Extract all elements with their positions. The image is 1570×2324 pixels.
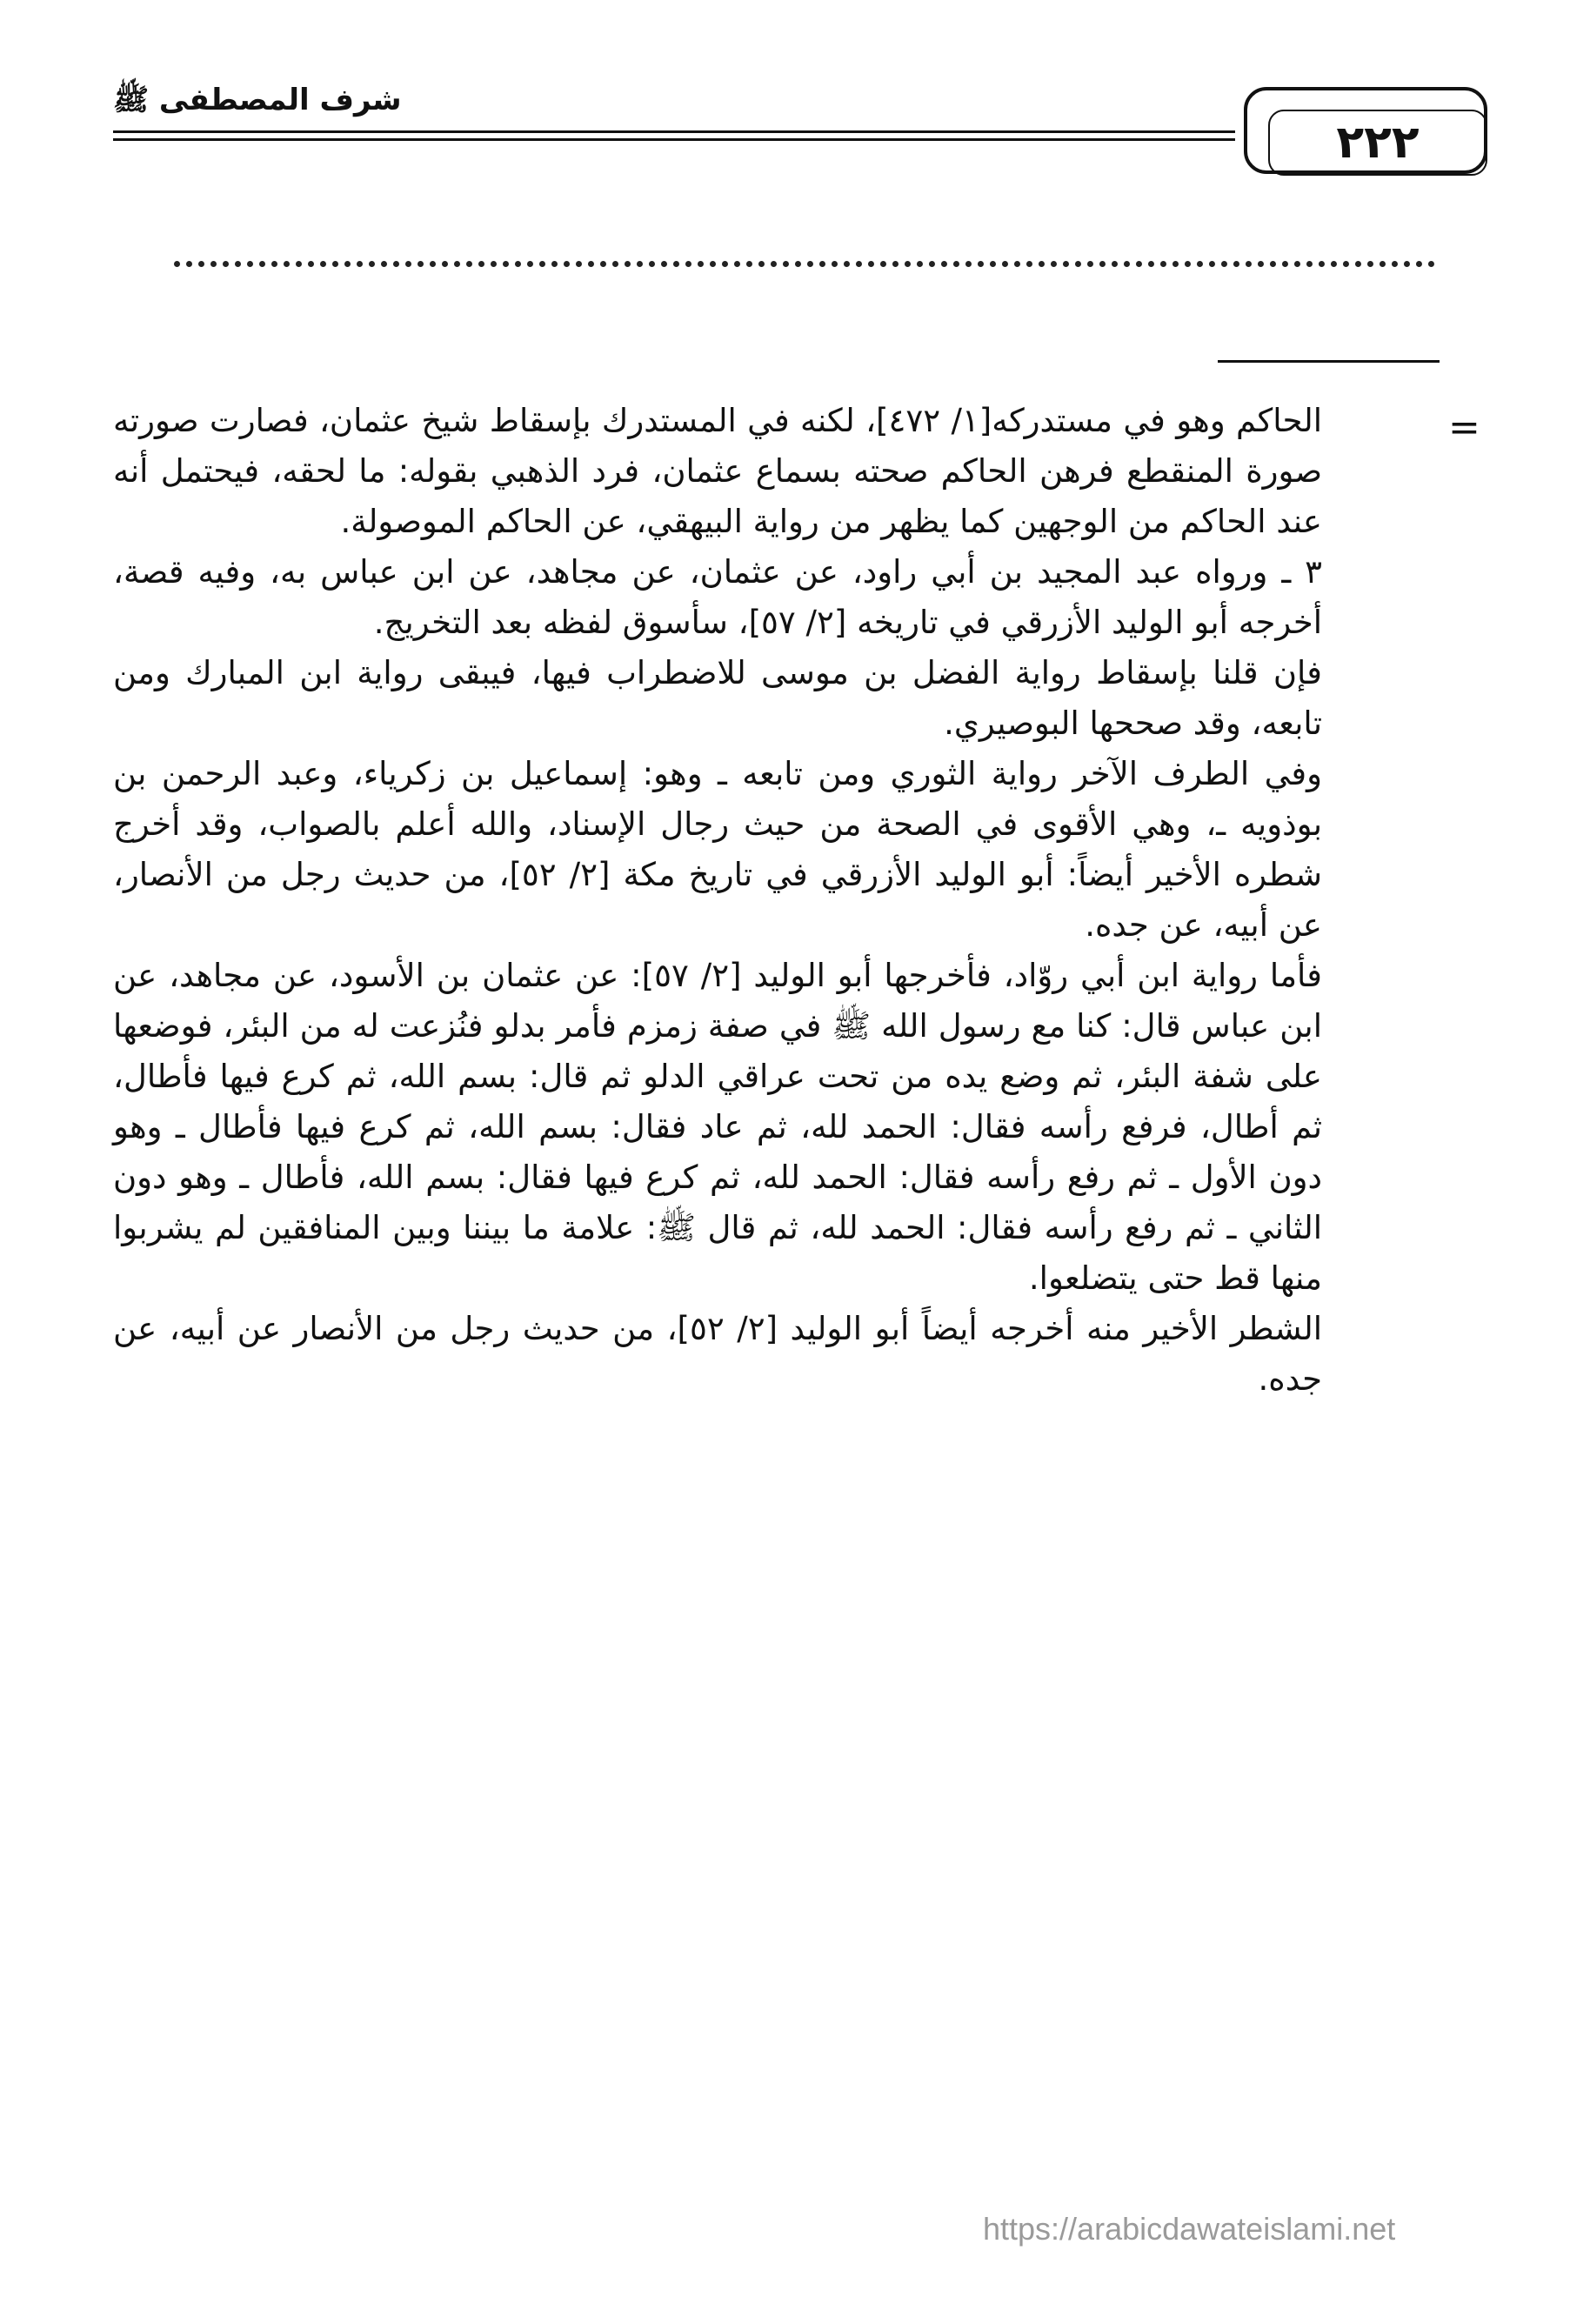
page-number-frame bbox=[1235, 78, 1496, 183]
dotted-separator bbox=[174, 261, 1435, 274]
paragraph: ٣ ـ ورواه عبد المجيد بن أبي راود، عن عثمان، عن مجاهد، عن ابن عباس به، وفيه قصة، أخرجه أبو الوليد الأزرقي في تاريخه [٢/ ٥٧]، سأسوق لفظه بعد التخريج. bbox=[113, 553, 1322, 641]
running-title: شرف المصطفى ﷺ bbox=[113, 83, 402, 117]
paragraph: وفي الطرف الآخر رواية الثوري ومن تابعه ـ وهو: إسماعيل بن زكرياء، وعبد الرحمن بن بوذويه ـ، وهي الأقوى في الصحة من حيث رجال الإسناد، والله أعلم بالصواب، وقد أخرج شطره الأخير أيضاً: أبو الوليد الأزرقي في تاريخ مكة [٢/ ٥٢]، من حديث رجل من الأنصار، عن أبيه، عن جده. bbox=[113, 755, 1323, 944]
paragraph: الحاكم وهو في مستدركه[١/ ٤٧٢]، لكنه في المستدرك بإسقاط شيخ عثمان، فصارت صورته صورة المنقطع فرهن الحاكم صحته بسماع عثمان، فرد الذهبي بقوله: ما لحقه، فيحتمل أنه عند الحاكم من الوجهين كما يظهر من رواية البيهقي، عن الحاكم الموصولة. bbox=[113, 402, 1322, 540]
footnote-continuation-mark: = bbox=[1448, 405, 1480, 450]
footnote-text bbox=[113, 396, 1322, 1405]
watermark-url: https://arabicdawateislami.net bbox=[983, 2211, 1396, 2247]
page-number-outer-border bbox=[1244, 87, 1487, 174]
page-number-inner-border bbox=[1268, 110, 1487, 176]
paragraph: فإن قلنا بإسقاط رواية الفضل بن موسى للاضطراب فيها، فيبقى رواية ابن المبارك ومن تابعه، وقد صححها البوصيري. bbox=[113, 654, 1322, 742]
page-header bbox=[113, 70, 1444, 169]
footnote-separator-rule bbox=[1218, 360, 1440, 363]
page-number: ٢٢٢ bbox=[1336, 117, 1420, 169]
paragraph: الشطر الأخير منه أخرجه أيضاً أبو الوليد [٢/ ٥٢]، من حديث رجل من الأنصار عن أبيه، عن جده. bbox=[113, 1310, 1322, 1398]
paragraph: فأما رواية ابن أبي روّاد، فأخرجها أبو الوليد [٢/ ٥٧]: عن عثمان بن الأسود، عن مجاهد، عن ابن عباس قال: كنا مع رسول الله ﷺ في صفة زمزم فأمر بدلو فنُزعت له من البئر، فوضعها على شفة البئر، ثم وضع يده من تحت عراقي الدلو ثم قال: بسم الله، ثم كرع فيها فأطال، ثم أطال، فرفع رأسه فقال: الحمد لله، ثم عاد فقال: بسم الله، ثم كرع فيها فأطال ـ وهو دون الأول ـ ثم رفع رأسه فقال: الحمد لله، ثم كرع فيها فقال: بسم الله، فأطال ـ وهو دون الثاني ـ ثم رفع رأسه فقال: الحمد لله، ثم قال ﷺ: علامة ما بيننا وبين المنافقين لم يشربوا منها قط حتى يتضلعوا. bbox=[113, 957, 1322, 1297]
